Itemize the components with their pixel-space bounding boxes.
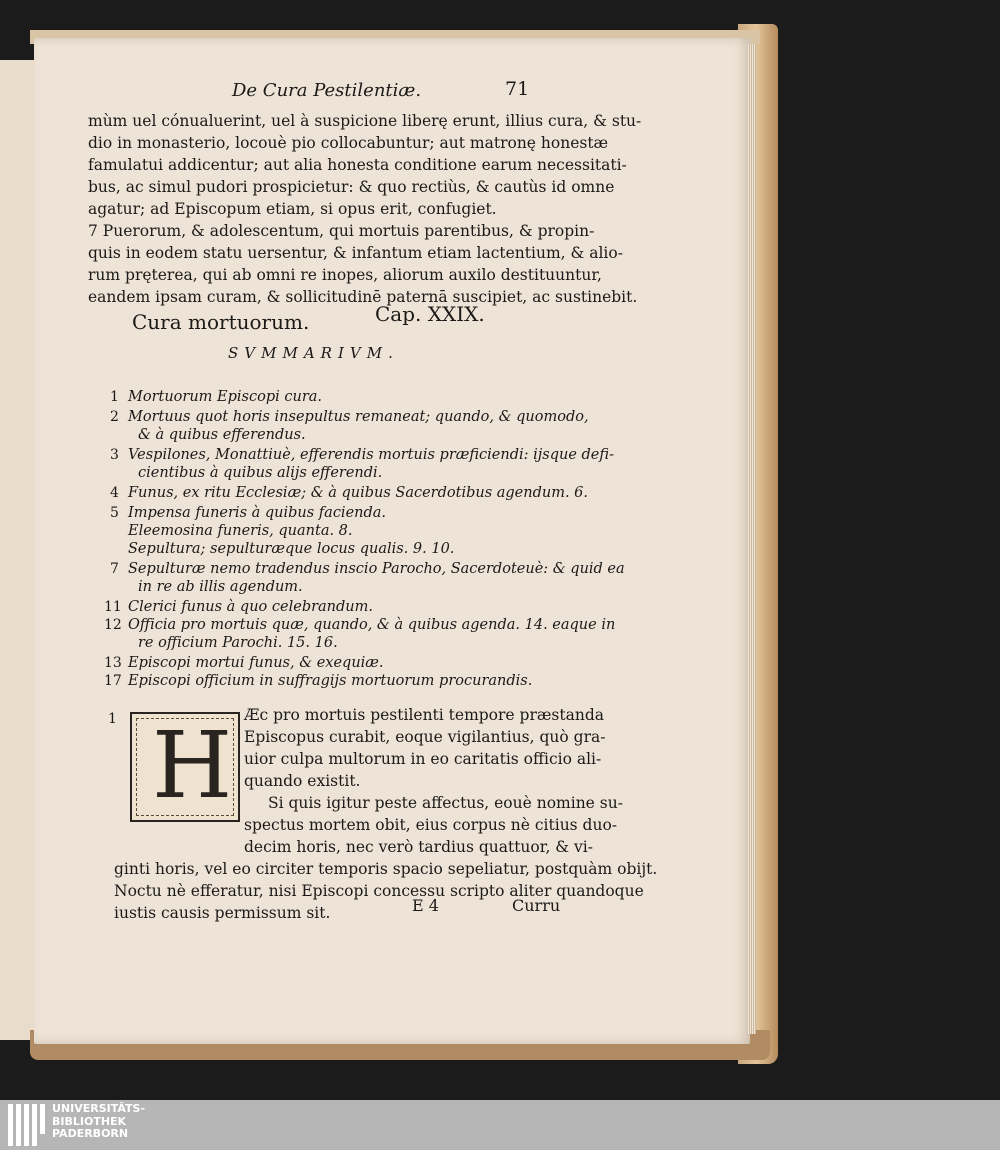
footer-bar	[0, 1100, 1000, 1150]
main-text-line: Æc pro mortuis pestilenti tempore præstanda	[244, 706, 604, 724]
summary-number: 5	[110, 505, 119, 521]
library-name-line: UNIVERSITÄTS-	[52, 1102, 146, 1115]
intro-line: dio in monasterio, locouè pio collocabuntur; aut matronę honestæ	[88, 134, 609, 152]
main-text-line: quando existit.	[244, 772, 361, 790]
chapter-number: Cap. XXIX.	[375, 302, 485, 326]
intro-line: agatur; ad Episcopum etiam, si opus erit, confugiet.	[88, 200, 497, 218]
catchword: Curru	[512, 896, 561, 915]
main-text-line: ginti horis, vel eo circiter temporis spacio sepeliatur, postquàm obijt.	[114, 860, 658, 878]
library-name	[52, 1103, 145, 1141]
library-logo-icon	[8, 1104, 46, 1146]
chapter-title: Cura mortuorum.	[132, 310, 310, 334]
intro-line: mùm uel cónualuerint, uel à suspicione liberę erunt, illius cura, & stu-	[88, 112, 642, 130]
decorated-initial	[130, 712, 240, 822]
main-text-line: uior culpa multorum in eo caritatis officio ali-	[244, 750, 602, 768]
summary-line: Funus, ex ritu Ecclesiæ; & à quibus Sacerdotibus agendum. 6.	[128, 485, 589, 501]
summary-line: Mortuus quot horis insepultus remaneat; quando, & quomodo,	[128, 409, 589, 425]
page-number: 71	[505, 78, 530, 100]
intro-line: eandem ipsam curam, & sollicitudinē paternā suscipiet, ac sustinebit.	[88, 288, 638, 306]
summary-line: cientibus à quibus alijs efferendi.	[138, 465, 383, 481]
intro-line: quis in eodem statu uersentur, & infantum etiam lactentium, & alio-	[88, 244, 623, 262]
summary-line: Episcopi mortui funus, & exequiæ.	[128, 655, 384, 671]
main-text-line: Si quis igitur peste affectus, eouè nomine su-	[268, 794, 623, 812]
intro-line: bus, ac simul pudori prospicietur: & quo rectiùs, & cautùs id omne	[88, 178, 615, 196]
summarium-heading: SVMMARIVM.	[228, 344, 399, 362]
summary-number: 4	[110, 485, 119, 501]
library-name-line: PADERBORN	[52, 1127, 129, 1140]
summary-line: Sepulturæ nemo tradendus inscio Parocho, Sacerdoteuè: & quid ea	[128, 561, 625, 577]
intro-line: rum pręterea, qui ab omni re inopes, aliorum auxilo destituuntur,	[88, 266, 602, 284]
summary-number: 17	[104, 673, 122, 689]
summary-line: Mortuorum Episcopi cura.	[128, 389, 323, 405]
summary-number: 3	[110, 447, 119, 463]
summary-line: Vespilones, Monattiuè, efferendis mortuis præficiendi: ijsque defi-	[128, 447, 614, 463]
summary-number: 11	[104, 599, 122, 615]
summary-number: 7	[110, 561, 119, 577]
library-name-line: BIBLIOTHEK	[52, 1114, 127, 1128]
summary-line: in re ab illis agendum.	[138, 579, 303, 595]
summary-line: Officia pro mortuis quæ, quando, & à quibus agenda. 14. eaque in	[128, 617, 616, 633]
summary-line: & à quibus efferendus.	[138, 427, 306, 443]
intro-line: 7 Puerorum, & adolescentum, qui mortuis parentibus, & propin-	[88, 222, 595, 240]
main-text-line: iustis causis permissum sit.	[114, 904, 331, 922]
main-text-line: decim horis, nec verò tardius quattuor, & vi-	[244, 838, 593, 856]
summary-line: re officium Parochi. 15. 16.	[138, 635, 338, 651]
summary-number: 2	[110, 409, 119, 425]
main-text-line: Noctu nè efferatur, nisi Episcopi concessu scripto aliter quandoque	[114, 882, 644, 900]
page-stack-edge	[748, 44, 756, 1034]
initial-letter: H	[152, 712, 233, 819]
summary-number: 1	[110, 389, 119, 405]
main-text-line: spectus mortem obit, eius corpus nè citius duo-	[244, 816, 618, 834]
paragraph-number: 1	[108, 711, 117, 727]
summary-line: Episcopi officium in suffragijs mortuorum procurandis.	[128, 673, 533, 689]
signature-mark: E 4	[412, 896, 439, 915]
running-header: De Cura Pestilentiæ.	[232, 80, 422, 101]
summary-number: 12	[104, 617, 122, 633]
summary-number: 13	[104, 655, 122, 671]
summary-line: Eleemosina funeris, quanta. 8.	[128, 523, 353, 539]
summary-line: Impensa funeris à quibus facienda.	[128, 505, 387, 521]
summary-line: Clerici funus à quo celebrandum.	[128, 599, 373, 615]
summary-line: Sepultura; sepulturæque locus qualis. 9. 10.	[128, 541, 455, 557]
main-text-line: Episcopus curabit, eoque vigilantius, quò gra-	[244, 728, 606, 746]
intro-line: famulatui addicentur; aut alia honesta conditione earum necessitati-	[88, 156, 627, 174]
